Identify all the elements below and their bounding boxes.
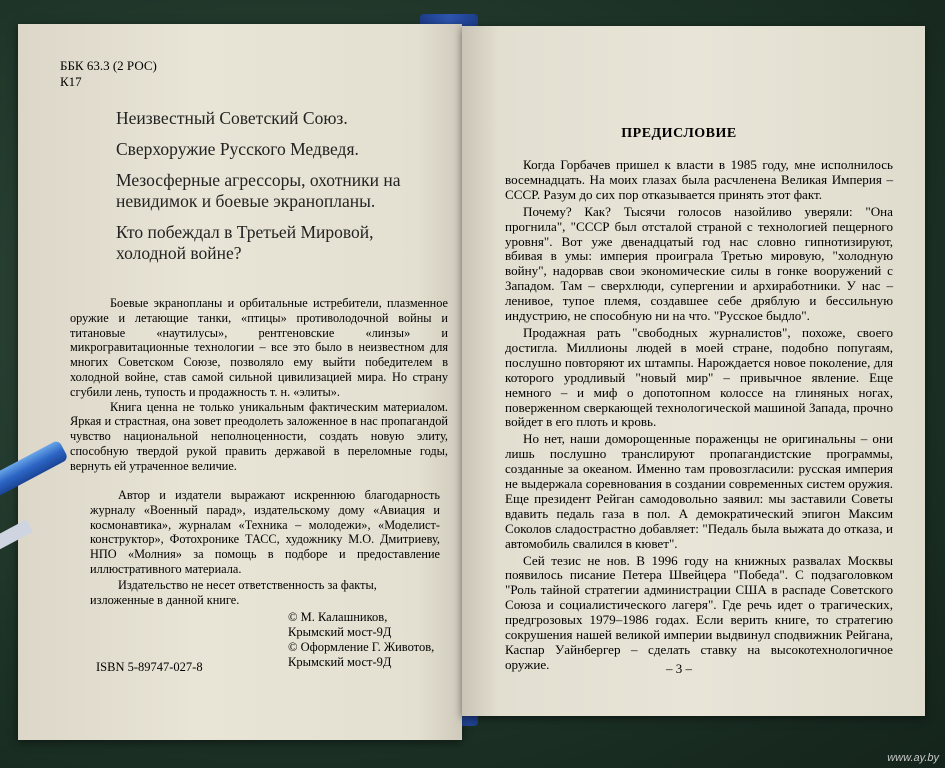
annotation-paragraph: Боевые экранопланы и орбитальные истребители, плазменное оружие и летающие танки, «птицы» противолодочной войны и титановые «наутилусы», рентгеновские «линзы» и микрогравитационные технологии – все это было в неизвестном для многих Советском Союзе, позволяло ему выйти победителем в холодной войне, став самой сильной цивилизацией мира. Но страну сгубили лень, тупость и продажность т. н. «элиты». <box>70 296 448 399</box>
copyright-line: © М. Калашников, <box>288 610 388 624</box>
preface-paragraph: Почему? Как? Тысячи голосов назойливо уверяли: "Она прогнила", "СССР был отсталой страной с технологией пещерного уровня". Вот уже двенадцатый год нас словно гипнотизируют, вбивая в умы: империя проиграла Третью мировую, "холодную войну", надорвав свои экономические силы в гонке вооружений с Западом. Там – сверхлюди, супергении и архиработники. У нас – ленивое, тупое племя, создавшее себе дряблую и бессильную индустрию, не способную ни на что. "Русское быдло". <box>505 203 893 324</box>
title-block <box>116 108 416 274</box>
chapter-heading: ПРЕДИСЛОВИЕ <box>621 126 737 141</box>
preface-paragraph: Сей тезис не нов. В 1996 году на книжных развалах Москвы появилось писание Петера Швейцера "Победа". С подзаголовком "Роль тайной стратегии администрации США в распаде Советского Союза и социалистического лагеря". Где речь идет о трагических, предгрозовых 1979–1986 годах. Если верить книге, то стратегию сокрушения нашей великой империи выдвинул сподвижник Рейгана, Каспар Уайнбергер – сделать ставку на высокотехнологичное оружие. <box>505 552 893 672</box>
copyright-line: Крымский мост-9Д <box>288 655 392 669</box>
page-number: – 3 – <box>666 661 692 676</box>
disclaimer-text: Издательство не несет ответственность за факты, изложенные в данной книге. <box>90 578 377 607</box>
library-code <box>60 58 157 90</box>
title-line: Мезосферные агрессоры, охотники на невидимок и боевые экранопланы. <box>116 170 401 211</box>
title-line: Кто побеждал в Третьей Мировой, холодной войне? <box>116 222 374 263</box>
preface-text <box>505 158 893 675</box>
copyright-block <box>288 610 448 670</box>
author-mark: К17 <box>60 74 82 89</box>
acknowledgements-text: Автор и издатели выражают искреннюю благодарность журналу «Военный парад», издательскому дому «Авиация и космонавтика», журналам «Техника – молодежи», «Моделист-конструктор», Фотохронике ТАСС, художнику М.О. Дмитриеву, НПО «Молния» за помощь в подборе и предоставление иллюстративного материала. <box>90 488 440 576</box>
watermark: www.ay.by <box>887 752 939 764</box>
preface-paragraph: Когда Горбачев пришел к власти в 1985 году, мне исполнилось восемнадцать. На моих глазах была расчленена Великая Империя – СССР. Разум до сих пор отказывается принять этот факт. <box>505 157 893 202</box>
title-line: Неизвестный Советский Союз. <box>116 108 348 128</box>
copyright-line: © Оформление Г. Животов, <box>288 640 435 654</box>
copyright-line: Крымский мост-9Д <box>288 625 392 639</box>
annotation <box>70 296 448 474</box>
annotation-paragraph: Книга ценна не только уникальным фактическим материалом. Яркая и страстная, она зовет преодолеть заложенное в нас пропагандой чувство национальной неполноценности, создать новую элиту, способную твердой рукой править державой в переломные годы, вернуть ей утраченное величие. <box>70 399 448 473</box>
bbk-code: ББК 63.3 (2 РОС) <box>60 58 157 73</box>
preface-paragraph: Но нет, наши доморощенные пораженцы не оригинальны – они лишь послушно транслируют пропагандистские программы, созданные за океаном. Именно там провозгласили: русская империя не выдержала соревнования в создании современных систем оружия. Еще президент Рейган самодовольно заявил: мы заставили Советы вдавить педаль газа в пол. А демократический эпигон Максим Соколов сладострастно добавляет: "Педаль была выжата до отказа, и автомобиль свалился в кювет". <box>505 431 893 551</box>
disclaimer <box>90 578 440 608</box>
title-line: Сверхоружие Русского Медведя. <box>116 139 359 159</box>
acknowledgements <box>90 488 440 577</box>
preface-paragraph: Продажная рать "свободных журналистов", похоже, своего достигла. Миллионы людей в моей стране, подобно попугаям, послушно повторяют их штампы. Нарождается новое поколение, для которого уродливый "новый мир" – привычное явление. Еще немного – и миф о допотопном колоссе на глиняных ногах, поверженном сверкающей технологической машиной Запада, прочно войдет в его плоть и кровь. <box>505 324 893 430</box>
isbn: ISBN 5-89747-027-8 <box>96 660 203 674</box>
